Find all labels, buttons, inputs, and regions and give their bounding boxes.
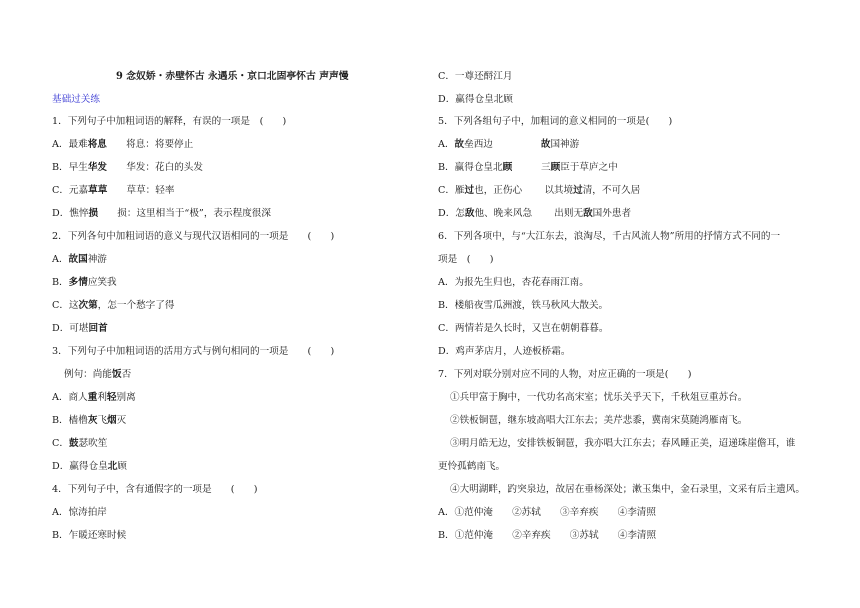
question-6: 6．下列各项中，与“大江东去，浪淘尽，千古风流人物”所用的抒情方式不同的一 [438,231,781,242]
q1-option-c: C．元嘉草草 草草：轻率 [52,185,175,196]
question-6-cont: 项是 ( ) [438,254,494,265]
q6-option-a: A．为报先生归也，杏花春雨江南。 [438,277,589,288]
q7-option-b: B．①范仲淹 ②辛弃疾 ③苏轼 ④李清照 [438,530,657,541]
question-4: 4．下列句子中，含有通假字的一项是 ( ) [52,484,258,495]
question-2: 2．下列各句中加粗词语的意义与现代汉语相同的一项是 ( ) [52,231,335,242]
q3-option-a: A．商人重利轻别离 [52,392,136,403]
q1-option-d: D．憔悴损 损：这里相当于“极”，表示程度很深 [52,208,271,219]
lesson-title: 9 念奴娇・赤壁怀古 永遇乐・京口北固亭怀古 声声慢 [116,71,349,82]
q4-option-c: C．一尊还酹江月 [438,71,513,82]
q6-option-c: C．两情若是久长时，又岂在朝朝暮暮。 [438,323,609,334]
q4-option-b: B．乍暖还寒时候 [52,530,127,541]
q1-option-b: B．早生华发 华发：花白的头发 [52,162,203,173]
couplet-3-cont: 更怜孤鹤南飞。 [438,461,506,472]
q5-option-a: A．故垒西边 故国神游 [438,139,580,150]
q5-option-c: C．雁过也，正伤心 以其境过清，不可久居 [438,185,641,196]
q4-option-a: A．惊涛拍岸 [52,507,107,518]
question-1: 1．下列句子中加粗词语的解释，有误的一项是 ( ) [52,116,287,127]
q2-option-d: D．可堪回首 [52,323,108,334]
q4-option-d: D．赢得仓皇北顾 [438,94,513,105]
q3-option-d: D．赢得仓皇北顾 [52,461,127,472]
q5-option-d: D．怎敌他、晚来风急 出则无敌国外患者 [438,208,632,219]
question-3: 3．下列句子中加粗词语的活用方式与例句相同的一项是 ( ) [52,346,335,357]
q6-option-d: D．鸡声茅店月，人迹板桥霜。 [438,346,571,357]
q2-option-b: B．多情应笑我 [52,277,117,288]
q6-option-b: B．楼船夜雪瓜洲渡，铁马秋风大散关。 [438,300,609,311]
q3-option-b: B．樯橹灰飞烟灭 [52,415,127,426]
q5-option-b: B．赢得仓皇北顾 三顾臣于草庐之中 [438,162,618,173]
q7-option-a: A．①范仲淹 ②苏轼 ③辛弃疾 ④李清照 [438,507,656,518]
question-7: 7．下列对联分别对应不同的人物，对应正确的一项是( ) [438,369,692,380]
q2-option-c: C．这次第，怎一个愁字了得 [52,300,175,311]
q2-option-a: A．故国神游 [52,254,107,265]
section-heading: 基础过关练 [52,94,100,105]
q3-option-c: C．鼓瑟吹笙 [52,438,108,449]
couplet-2: ②铁板铜琶，继东坡高唱大江东去；美芹悲黍，冀南宋莫随鸿雁南飞。 [450,415,748,426]
question-5: 5．下列各组句子中，加粗词的意义相同的一项是( ) [438,116,673,127]
couplet-4: ④大明湖畔，趵突泉边，故居在垂杨深处；漱玉集中，金石录里，文采有后主遗风。 [450,484,805,495]
couplet-3: ③明月皓无边，安排铁板铜琶，我亦唱大江东去；春风睡正美，迢递珠崖儋耳，谁 [450,438,796,449]
q1-option-a: A．最难将息 将息：将要停止 [52,139,194,150]
q3-example: 例句：尚能饭否 [64,369,132,380]
couplet-1: ①兵甲富于胸中，一代功名高宋室；忧乐关乎天下，千秋俎豆重苏台。 [450,392,748,403]
